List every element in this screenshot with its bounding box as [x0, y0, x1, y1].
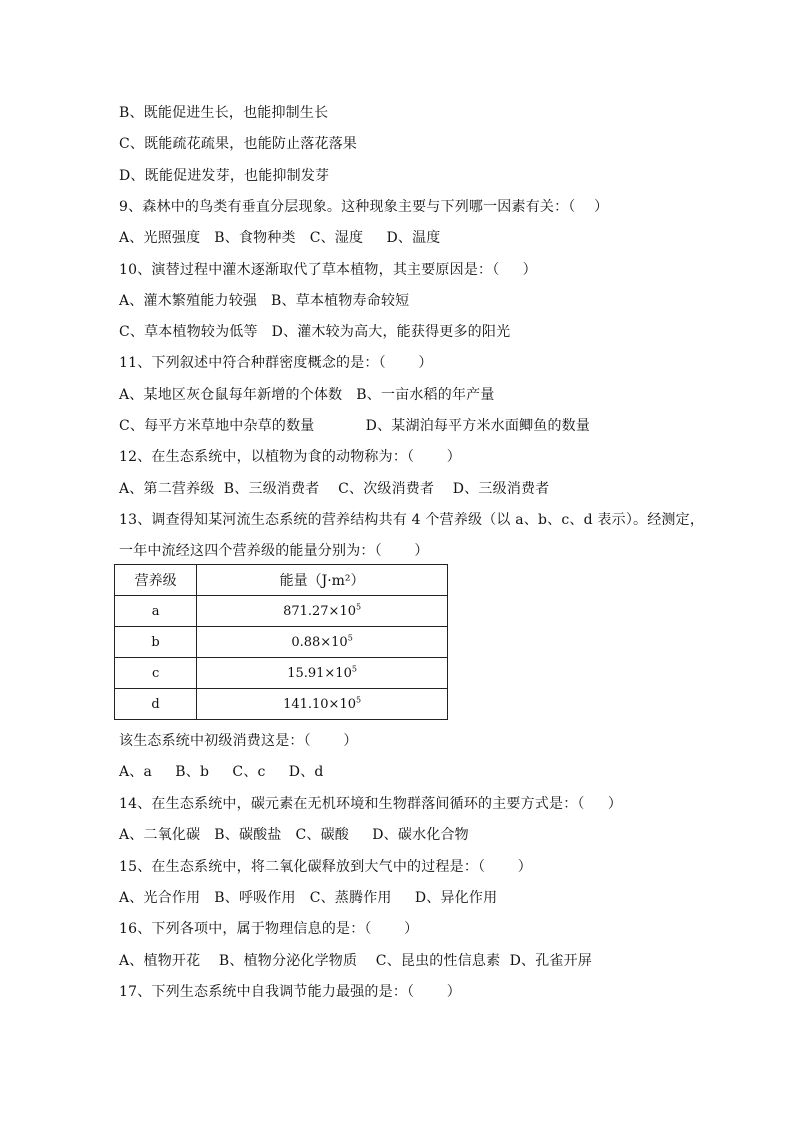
energy-base: 0.88×10 — [291, 634, 348, 650]
energy-exponent: 5 — [355, 695, 362, 705]
text-line: 该生态系统中初级消费这是：（ ） — [119, 733, 358, 749]
text-line: A、二氧化碳 B、碳酸盐 C、碳酸 D、碳水化合物 — [119, 827, 469, 844]
energy-exponent: 5 — [351, 664, 357, 674]
text-line: 16、下列各项中，属于物理信息的是：（ ） — [119, 921, 419, 938]
energy-base: 871.27×10 — [283, 603, 356, 619]
table-header-row — [115, 565, 448, 596]
table-row — [115, 627, 448, 658]
text-line: A、某地区灰仓鼠每年新增的个体数 B、一亩水稻的年产量 — [119, 386, 495, 403]
text-line: A、a B、b C、c D、d — [119, 764, 324, 781]
table-row — [115, 658, 448, 689]
text-line: 9、森林中的鸟类有垂直分层现象。这种现象主要与下列哪一因素有关：（ ） — [119, 198, 609, 215]
text-line: A、光合作用 B、呼吸作用 C、蒸腾作用 D、异化作用 — [119, 890, 498, 906]
table-cell-level: d — [115, 689, 197, 720]
text-line: A、光照强度 B、食物种类 C、湿度 D、温度 — [119, 230, 441, 247]
table-header-level: 营养级 — [115, 565, 197, 596]
energy-base: 141.10×10 — [283, 696, 356, 712]
text-line: A、第二营养级 B、三级消费者 C、次级消费者 D、三级消费者 — [119, 480, 550, 497]
text-line: A、植物开花 B、植物分泌化学物质 C、昆虫的性信息素 D、孔雀开屏 — [119, 952, 593, 969]
text-line: 12、在生态系统中，以植物为食的动物称为：（ ） — [119, 449, 461, 466]
text-line: 一年中流经这四个营养级的能量分别为：（ ） — [119, 543, 429, 560]
text-line: 10、演替过程中灌木逐渐取代了草本植物，其主要原因是：（ ） — [119, 261, 537, 278]
text-line: 13、调查得知某河流生态系统的营养结构共有 4 个营养级（以 a、b、c、d 表示）。经测定， — [119, 511, 705, 528]
energy-exponent: 5 — [347, 633, 353, 643]
text-line: 11、下列叙述中符合种群密度概念的是：（ ） — [119, 355, 433, 372]
table-cell-level: c — [115, 658, 197, 689]
text-line: C、草本植物较为低等 D、灌木较为高大，能获得更多的阳光 — [119, 324, 511, 341]
text-line: A、灌木繁殖能力较强 B、草本植物寿命较短 — [119, 292, 410, 309]
table-header-energy: 能量（J·m²） — [197, 565, 448, 596]
table-cell-level: b — [115, 627, 197, 658]
text-line: D、既能促进发芽，也能抑制发芽 — [119, 167, 330, 184]
table-cell-energy — [197, 627, 448, 658]
energy-exponent: 5 — [355, 602, 362, 612]
table-cell-level: a — [115, 596, 197, 627]
text-line: C、既能疏花疏果，也能防止落花落果 — [119, 136, 358, 153]
table-row — [115, 689, 448, 720]
text-line: 14、在生态系统中，碳元素在无机环境和生物群落间循环的主要方式是：（ ） — [119, 795, 623, 812]
text-line: B、既能促进生长，也能抑制生长 — [119, 105, 329, 121]
table-cell-energy — [197, 596, 448, 627]
text-line: 15、在生态系统中，将二氧化碳释放到大气中的过程是：（ ） — [119, 858, 532, 875]
table-cell-energy — [197, 658, 448, 689]
text-line: C、每平方米草地中杂草的数量 D、某湖泊每平方米水面鲫鱼的数量 — [119, 418, 591, 434]
text-line: 17、下列生态系统中自我调节能力最强的是：（ ） — [119, 984, 461, 1001]
table-cell-energy — [197, 689, 448, 720]
table-row — [115, 596, 448, 627]
energy-table — [114, 564, 448, 720]
energy-base: 15.91×10 — [287, 665, 352, 681]
